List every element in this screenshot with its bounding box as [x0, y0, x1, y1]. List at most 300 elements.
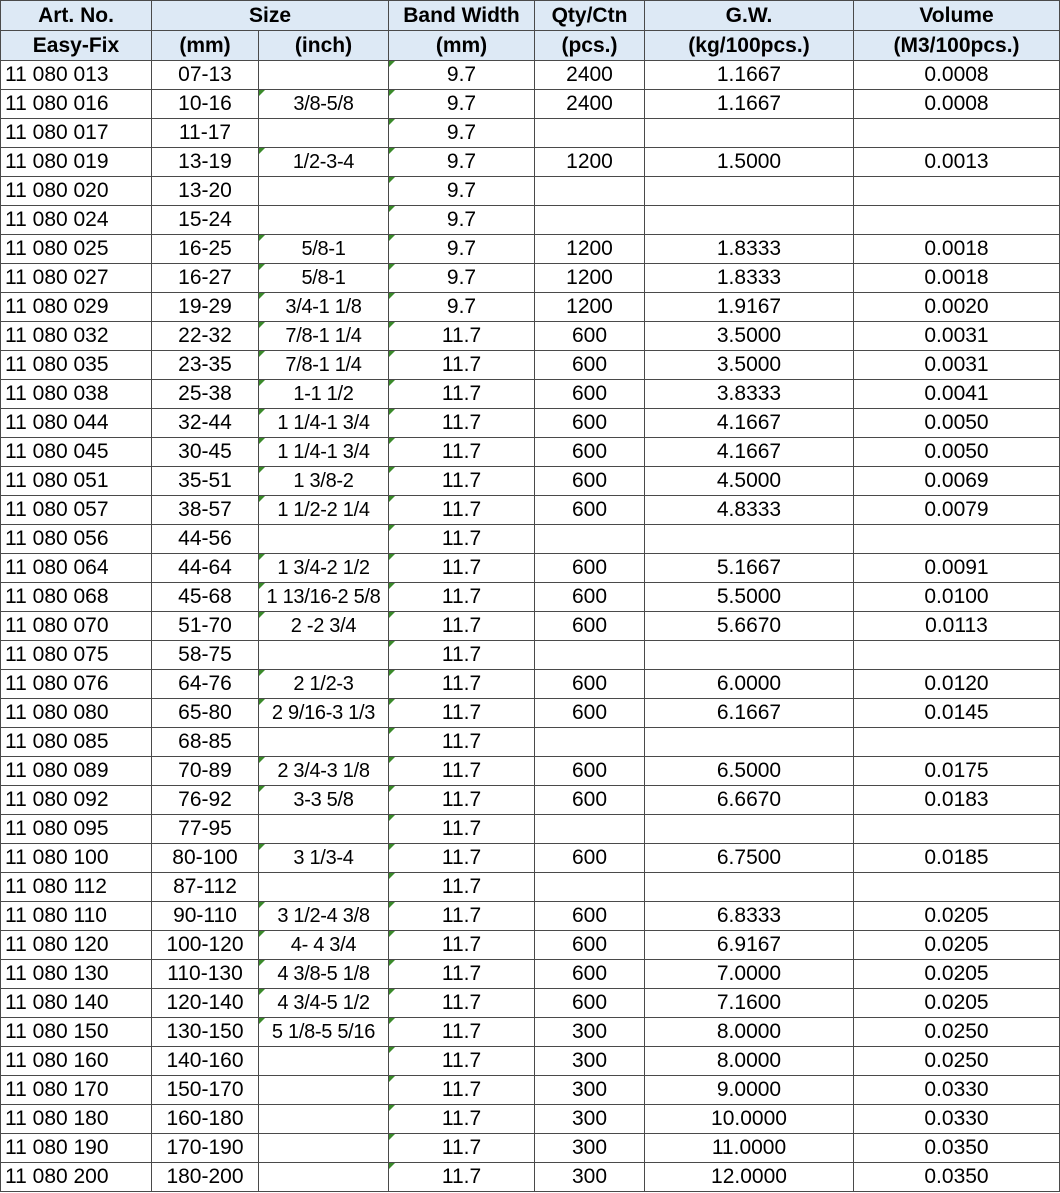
- band-width-cell: 9.7: [389, 148, 535, 177]
- header-size-inch: (inch): [259, 31, 389, 61]
- qty-cell: 600: [535, 438, 645, 467]
- qty-cell: [535, 525, 645, 554]
- table-row: [1, 902, 1060, 931]
- size-inch-cell: 5 1/8-5 5/16: [259, 1018, 389, 1047]
- size-inch-cell: 4 3/4-5 1/2: [259, 989, 389, 1018]
- volume-cell: 0.0050: [854, 438, 1060, 467]
- size-inch-cell: [259, 61, 389, 90]
- header-volume: Volume: [854, 1, 1060, 31]
- gw-cell: 11.0000: [645, 1134, 854, 1163]
- band-width-cell: 11.7: [389, 496, 535, 525]
- art-no-cell: 11 080 057: [1, 496, 152, 525]
- art-no-cell: 11 080 017: [1, 119, 152, 148]
- volume-cell: [854, 641, 1060, 670]
- size-mm-cell: 19-29: [152, 293, 259, 322]
- size-inch-cell: [259, 525, 389, 554]
- volume-cell: 0.0205: [854, 989, 1060, 1018]
- size-mm-cell: 11-17: [152, 119, 259, 148]
- gw-cell: 1.8333: [645, 264, 854, 293]
- size-mm-cell: 90-110: [152, 902, 259, 931]
- art-no-cell: 11 080 035: [1, 351, 152, 380]
- table-row: [1, 757, 1060, 786]
- band-width-cell: 11.7: [389, 1076, 535, 1105]
- qty-cell: [535, 641, 645, 670]
- band-width-cell: 11.7: [389, 699, 535, 728]
- header-art-no: Art. No.: [1, 1, 152, 31]
- table-row: [1, 438, 1060, 467]
- art-no-cell: 11 080 130: [1, 960, 152, 989]
- band-width-cell: 11.7: [389, 525, 535, 554]
- art-no-cell: 11 080 112: [1, 873, 152, 902]
- band-width-cell: 11.7: [389, 873, 535, 902]
- gw-cell: 1.9167: [645, 293, 854, 322]
- qty-cell: 600: [535, 844, 645, 873]
- gw-cell: 7.1600: [645, 989, 854, 1018]
- volume-cell: 0.0079: [854, 496, 1060, 525]
- table-row: [1, 61, 1060, 90]
- qty-cell: 600: [535, 931, 645, 960]
- size-inch-cell: 1 1/4-1 3/4: [259, 438, 389, 467]
- size-mm-cell: 70-89: [152, 757, 259, 786]
- size-inch-cell: [259, 206, 389, 235]
- size-inch-cell: [259, 1076, 389, 1105]
- size-inch-cell: 7/8-1 1/4: [259, 322, 389, 351]
- volume-cell: 0.0175: [854, 757, 1060, 786]
- volume-cell: 0.0018: [854, 264, 1060, 293]
- gw-cell: [645, 177, 854, 206]
- volume-cell: 0.0330: [854, 1105, 1060, 1134]
- table-row: [1, 264, 1060, 293]
- qty-cell: 600: [535, 612, 645, 641]
- gw-cell: 4.1667: [645, 409, 854, 438]
- size-inch-cell: 1-1 1/2: [259, 380, 389, 409]
- qty-cell: 300: [535, 1163, 645, 1192]
- art-no-cell: 11 080 056: [1, 525, 152, 554]
- size-inch-cell: 4 3/8-5 1/8: [259, 960, 389, 989]
- band-width-cell: 9.7: [389, 90, 535, 119]
- size-inch-cell: 3-3 5/8: [259, 786, 389, 815]
- size-inch-cell: [259, 1105, 389, 1134]
- qty-cell: 600: [535, 902, 645, 931]
- size-mm-cell: 13-19: [152, 148, 259, 177]
- gw-cell: 1.1667: [645, 61, 854, 90]
- size-mm-cell: 16-27: [152, 264, 259, 293]
- volume-cell: [854, 525, 1060, 554]
- size-inch-cell: 7/8-1 1/4: [259, 351, 389, 380]
- volume-cell: 0.0100: [854, 583, 1060, 612]
- volume-cell: [854, 119, 1060, 148]
- qty-cell: [535, 206, 645, 235]
- qty-cell: [535, 119, 645, 148]
- table-row: [1, 351, 1060, 380]
- qty-cell: 600: [535, 322, 645, 351]
- art-no-cell: 11 080 170: [1, 1076, 152, 1105]
- gw-cell: 12.0000: [645, 1163, 854, 1192]
- table-row: [1, 177, 1060, 206]
- size-mm-cell: 15-24: [152, 206, 259, 235]
- header-row-1: [1, 1, 1060, 31]
- art-no-cell: 11 080 095: [1, 815, 152, 844]
- size-inch-cell: 4- 4 3/4: [259, 931, 389, 960]
- table-row: [1, 206, 1060, 235]
- band-width-cell: 11.7: [389, 554, 535, 583]
- volume-cell: 0.0145: [854, 699, 1060, 728]
- qty-cell: 600: [535, 989, 645, 1018]
- qty-cell: 300: [535, 1105, 645, 1134]
- volume-cell: [854, 873, 1060, 902]
- table-row: [1, 1134, 1060, 1163]
- volume-cell: 0.0205: [854, 931, 1060, 960]
- gw-cell: [645, 728, 854, 757]
- art-no-cell: 11 080 089: [1, 757, 152, 786]
- table-row: [1, 119, 1060, 148]
- band-width-cell: 9.7: [389, 177, 535, 206]
- volume-cell: 0.0069: [854, 467, 1060, 496]
- volume-cell: 0.0120: [854, 670, 1060, 699]
- table-row: [1, 989, 1060, 1018]
- gw-cell: 1.8333: [645, 235, 854, 264]
- band-width-cell: 11.7: [389, 1134, 535, 1163]
- size-mm-cell: 100-120: [152, 931, 259, 960]
- band-width-cell: 11.7: [389, 844, 535, 873]
- size-mm-cell: 170-190: [152, 1134, 259, 1163]
- band-width-cell: 11.7: [389, 786, 535, 815]
- table-row: [1, 931, 1060, 960]
- size-inch-cell: 1 1/2-2 1/4: [259, 496, 389, 525]
- band-width-cell: 9.7: [389, 235, 535, 264]
- qty-cell: 600: [535, 757, 645, 786]
- size-inch-cell: 2 1/2-3: [259, 670, 389, 699]
- header-easy-fix: Easy-Fix: [1, 31, 152, 61]
- gw-cell: 4.1667: [645, 438, 854, 467]
- art-no-cell: 11 080 160: [1, 1047, 152, 1076]
- art-no-cell: 11 080 032: [1, 322, 152, 351]
- header-volume-unit: (M3/100pcs.): [854, 31, 1060, 61]
- header-band-width-unit: (mm): [389, 31, 535, 61]
- art-no-cell: 11 080 070: [1, 612, 152, 641]
- volume-cell: 0.0050: [854, 409, 1060, 438]
- size-mm-cell: 35-51: [152, 467, 259, 496]
- table-row: [1, 612, 1060, 641]
- size-mm-cell: 44-64: [152, 554, 259, 583]
- gw-cell: [645, 525, 854, 554]
- size-mm-cell: 58-75: [152, 641, 259, 670]
- volume-cell: 0.0091: [854, 554, 1060, 583]
- art-no-cell: 11 080 076: [1, 670, 152, 699]
- art-no-cell: 11 080 051: [1, 467, 152, 496]
- qty-cell: [535, 177, 645, 206]
- qty-cell: 600: [535, 699, 645, 728]
- table-row: [1, 1105, 1060, 1134]
- table-row: [1, 380, 1060, 409]
- size-mm-cell: 13-20: [152, 177, 259, 206]
- volume-cell: 0.0031: [854, 351, 1060, 380]
- size-mm-cell: 07-13: [152, 61, 259, 90]
- table-row: [1, 815, 1060, 844]
- qty-cell: 600: [535, 496, 645, 525]
- qty-cell: [535, 873, 645, 902]
- qty-cell: 2400: [535, 61, 645, 90]
- art-no-cell: 11 080 092: [1, 786, 152, 815]
- gw-cell: 8.0000: [645, 1018, 854, 1047]
- art-no-cell: 11 080 190: [1, 1134, 152, 1163]
- header-qty: Qty/Ctn: [535, 1, 645, 31]
- band-width-cell: 11.7: [389, 757, 535, 786]
- band-width-cell: 11.7: [389, 322, 535, 351]
- art-no-cell: 11 080 025: [1, 235, 152, 264]
- qty-cell: 600: [535, 786, 645, 815]
- table-body: [1, 61, 1060, 1192]
- qty-cell: 600: [535, 554, 645, 583]
- qty-cell: 600: [535, 351, 645, 380]
- size-mm-cell: 140-160: [152, 1047, 259, 1076]
- band-width-cell: 11.7: [389, 409, 535, 438]
- gw-cell: 1.5000: [645, 148, 854, 177]
- table-row: [1, 641, 1060, 670]
- size-inch-cell: 2 9/16-3 1/3: [259, 699, 389, 728]
- volume-cell: [854, 177, 1060, 206]
- art-no-cell: 11 080 075: [1, 641, 152, 670]
- size-inch-cell: [259, 728, 389, 757]
- band-width-cell: 11.7: [389, 815, 535, 844]
- band-width-cell: 11.7: [389, 612, 535, 641]
- qty-cell: 1200: [535, 148, 645, 177]
- qty-cell: 1200: [535, 264, 645, 293]
- table-row: [1, 583, 1060, 612]
- volume-cell: 0.0350: [854, 1134, 1060, 1163]
- gw-cell: 6.8333: [645, 902, 854, 931]
- size-mm-cell: 51-70: [152, 612, 259, 641]
- art-no-cell: 11 080 120: [1, 931, 152, 960]
- band-width-cell: 11.7: [389, 438, 535, 467]
- volume-cell: 0.0113: [854, 612, 1060, 641]
- size-inch-cell: 2 3/4-3 1/8: [259, 757, 389, 786]
- size-mm-cell: 16-25: [152, 235, 259, 264]
- band-width-cell: 9.7: [389, 206, 535, 235]
- band-width-cell: 9.7: [389, 119, 535, 148]
- header-size: Size: [152, 1, 389, 31]
- gw-cell: 3.5000: [645, 322, 854, 351]
- gw-cell: 6.5000: [645, 757, 854, 786]
- volume-cell: 0.0205: [854, 960, 1060, 989]
- size-mm-cell: 180-200: [152, 1163, 259, 1192]
- size-inch-cell: 3 1/2-4 3/8: [259, 902, 389, 931]
- gw-cell: 7.0000: [645, 960, 854, 989]
- band-width-cell: 11.7: [389, 931, 535, 960]
- art-no-cell: 11 080 045: [1, 438, 152, 467]
- table-row: [1, 960, 1060, 989]
- volume-cell: [854, 206, 1060, 235]
- size-mm-cell: 10-16: [152, 90, 259, 119]
- band-width-cell: 11.7: [389, 1018, 535, 1047]
- gw-cell: 4.8333: [645, 496, 854, 525]
- volume-cell: 0.0020: [854, 293, 1060, 322]
- size-inch-cell: 1 1/4-1 3/4: [259, 409, 389, 438]
- table-row: [1, 322, 1060, 351]
- volume-cell: [854, 728, 1060, 757]
- size-inch-cell: [259, 177, 389, 206]
- table-row: [1, 699, 1060, 728]
- volume-cell: 0.0013: [854, 148, 1060, 177]
- size-mm-cell: 77-95: [152, 815, 259, 844]
- qty-cell: 600: [535, 380, 645, 409]
- table-row: [1, 90, 1060, 119]
- art-no-cell: 11 080 080: [1, 699, 152, 728]
- art-no-cell: 11 080 038: [1, 380, 152, 409]
- size-mm-cell: 23-35: [152, 351, 259, 380]
- art-no-cell: 11 080 064: [1, 554, 152, 583]
- size-inch-cell: [259, 1163, 389, 1192]
- size-mm-cell: 80-100: [152, 844, 259, 873]
- art-no-cell: 11 080 019: [1, 148, 152, 177]
- table-row: [1, 148, 1060, 177]
- art-no-cell: 11 080 180: [1, 1105, 152, 1134]
- table-row: [1, 1163, 1060, 1192]
- table-row: [1, 873, 1060, 902]
- band-width-cell: 11.7: [389, 670, 535, 699]
- qty-cell: 600: [535, 960, 645, 989]
- table-row: [1, 293, 1060, 322]
- volume-cell: 0.0250: [854, 1018, 1060, 1047]
- volume-cell: [854, 815, 1060, 844]
- size-inch-cell: 1/2-3-4: [259, 148, 389, 177]
- band-width-cell: 11.7: [389, 902, 535, 931]
- size-inch-cell: [259, 1047, 389, 1076]
- art-no-cell: 11 080 200: [1, 1163, 152, 1192]
- art-no-cell: 11 080 100: [1, 844, 152, 873]
- band-width-cell: 11.7: [389, 467, 535, 496]
- size-mm-cell: 64-76: [152, 670, 259, 699]
- gw-cell: [645, 873, 854, 902]
- art-no-cell: 11 080 140: [1, 989, 152, 1018]
- table-row: [1, 525, 1060, 554]
- gw-cell: 5.1667: [645, 554, 854, 583]
- size-mm-cell: 120-140: [152, 989, 259, 1018]
- qty-cell: 1200: [535, 235, 645, 264]
- size-mm-cell: 160-180: [152, 1105, 259, 1134]
- art-no-cell: 11 080 029: [1, 293, 152, 322]
- volume-cell: 0.0350: [854, 1163, 1060, 1192]
- size-mm-cell: 22-32: [152, 322, 259, 351]
- table-row: [1, 1076, 1060, 1105]
- size-mm-cell: 150-170: [152, 1076, 259, 1105]
- qty-cell: 600: [535, 467, 645, 496]
- art-no-cell: 11 080 110: [1, 902, 152, 931]
- band-width-cell: 11.7: [389, 351, 535, 380]
- size-inch-cell: [259, 873, 389, 902]
- qty-cell: [535, 815, 645, 844]
- size-mm-cell: 110-130: [152, 960, 259, 989]
- art-no-cell: 11 080 020: [1, 177, 152, 206]
- table-row: [1, 786, 1060, 815]
- gw-cell: [645, 815, 854, 844]
- band-width-cell: 11.7: [389, 1047, 535, 1076]
- size-inch-cell: 3/4-1 1/8: [259, 293, 389, 322]
- header-gw: G.W.: [645, 1, 854, 31]
- band-width-cell: 11.7: [389, 1105, 535, 1134]
- qty-cell: 300: [535, 1076, 645, 1105]
- size-mm-cell: 38-57: [152, 496, 259, 525]
- gw-cell: 3.8333: [645, 380, 854, 409]
- art-no-cell: 11 080 016: [1, 90, 152, 119]
- size-inch-cell: 5/8-1: [259, 235, 389, 264]
- gw-cell: 8.0000: [645, 1047, 854, 1076]
- volume-cell: 0.0018: [854, 235, 1060, 264]
- art-no-cell: 11 080 150: [1, 1018, 152, 1047]
- table-header: [1, 1, 1060, 61]
- gw-cell: 10.0000: [645, 1105, 854, 1134]
- table-row: [1, 728, 1060, 757]
- gw-cell: 3.5000: [645, 351, 854, 380]
- header-qty-unit: (pcs.): [535, 31, 645, 61]
- gw-cell: 6.1667: [645, 699, 854, 728]
- qty-cell: 300: [535, 1047, 645, 1076]
- qty-cell: 600: [535, 583, 645, 612]
- band-width-cell: 11.7: [389, 380, 535, 409]
- gw-cell: [645, 119, 854, 148]
- gw-cell: [645, 641, 854, 670]
- volume-cell: 0.0330: [854, 1076, 1060, 1105]
- art-no-cell: 11 080 024: [1, 206, 152, 235]
- size-mm-cell: 45-68: [152, 583, 259, 612]
- header-band-width: Band Width: [389, 1, 535, 31]
- table-row: [1, 554, 1060, 583]
- gw-cell: [645, 206, 854, 235]
- gw-cell: 6.0000: [645, 670, 854, 699]
- size-inch-cell: 5/8-1: [259, 264, 389, 293]
- art-no-cell: 11 080 013: [1, 61, 152, 90]
- gw-cell: 6.9167: [645, 931, 854, 960]
- size-inch-cell: [259, 1134, 389, 1163]
- qty-cell: 1200: [535, 293, 645, 322]
- header-row-2: [1, 31, 1060, 61]
- header-size-mm: (mm): [152, 31, 259, 61]
- qty-cell: 2400: [535, 90, 645, 119]
- size-inch-cell: 2 -2 3/4: [259, 612, 389, 641]
- qty-cell: 300: [535, 1018, 645, 1047]
- header-gw-unit: (kg/100pcs.): [645, 31, 854, 61]
- band-width-cell: 9.7: [389, 61, 535, 90]
- gw-cell: 9.0000: [645, 1076, 854, 1105]
- qty-cell: [535, 728, 645, 757]
- gw-cell: 5.6670: [645, 612, 854, 641]
- size-inch-cell: 3/8-5/8: [259, 90, 389, 119]
- size-mm-cell: 32-44: [152, 409, 259, 438]
- size-mm-cell: 130-150: [152, 1018, 259, 1047]
- band-width-cell: 9.7: [389, 293, 535, 322]
- gw-cell: 4.5000: [645, 467, 854, 496]
- size-mm-cell: 76-92: [152, 786, 259, 815]
- size-mm-cell: 87-112: [152, 873, 259, 902]
- volume-cell: 0.0183: [854, 786, 1060, 815]
- volume-cell: 0.0041: [854, 380, 1060, 409]
- table-row: [1, 1047, 1060, 1076]
- gw-cell: 5.5000: [645, 583, 854, 612]
- table-row: [1, 670, 1060, 699]
- table-row: [1, 844, 1060, 873]
- volume-cell: 0.0031: [854, 322, 1060, 351]
- qty-cell: 300: [535, 1134, 645, 1163]
- table-row: [1, 409, 1060, 438]
- size-inch-cell: 1 3/8-2: [259, 467, 389, 496]
- volume-cell: 0.0008: [854, 61, 1060, 90]
- art-no-cell: 11 080 068: [1, 583, 152, 612]
- art-no-cell: 11 080 044: [1, 409, 152, 438]
- volume-cell: 0.0008: [854, 90, 1060, 119]
- size-mm-cell: 44-56: [152, 525, 259, 554]
- size-inch-cell: 1 3/4-2 1/2: [259, 554, 389, 583]
- size-mm-cell: 25-38: [152, 380, 259, 409]
